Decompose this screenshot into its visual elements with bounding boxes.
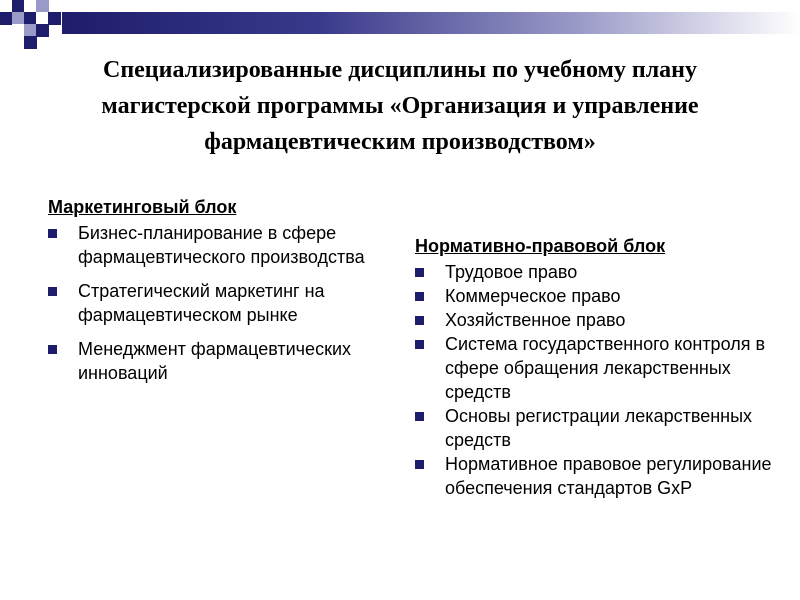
square-bullet-icon [415,268,424,277]
marketing-list [48,221,398,385]
list-item: Нормативное правовое регулирование обеспечения стандартов GxP [415,452,785,500]
list-item: Основы регистрации лекарственных средств [415,404,785,452]
square-bullet-icon [48,345,57,354]
square-bullet-icon [415,292,424,301]
header-banner [0,0,800,50]
marketing-block-heading: Маркетинговый блок [48,197,237,217]
marketing-block [48,195,398,395]
legal-block-heading: Нормативно-правовой блок [415,236,666,256]
slide-title: Специализированные дисциплины по учебному плану магистерской программы «Организация и управление фармацевтическим производством» [101,57,699,155]
list-item: Система государственного контроля в сфере обращения лекарственных средств [415,332,785,404]
list-item: Менеджмент фармацевтических инноваций [48,337,398,385]
square-bullet-icon [415,460,424,469]
list-item: Бизнес-планирование в сфере фармацевтического производства [48,221,398,269]
banner-gradient-bar [62,12,800,34]
list-item: Стратегический маркетинг на фармацевтическом рынке [48,279,398,327]
square-bullet-icon [415,316,424,325]
decorative-squares [0,0,64,50]
square-bullet-icon [415,340,424,349]
legal-block [415,234,785,500]
square-bullet-icon [48,287,57,296]
legal-list [415,260,785,500]
list-item: Коммерческое право [415,284,785,308]
square-bullet-icon [48,229,57,238]
list-item: Хозяйственное право [415,308,785,332]
square-bullet-icon [415,412,424,421]
list-item: Трудовое право [415,260,785,284]
